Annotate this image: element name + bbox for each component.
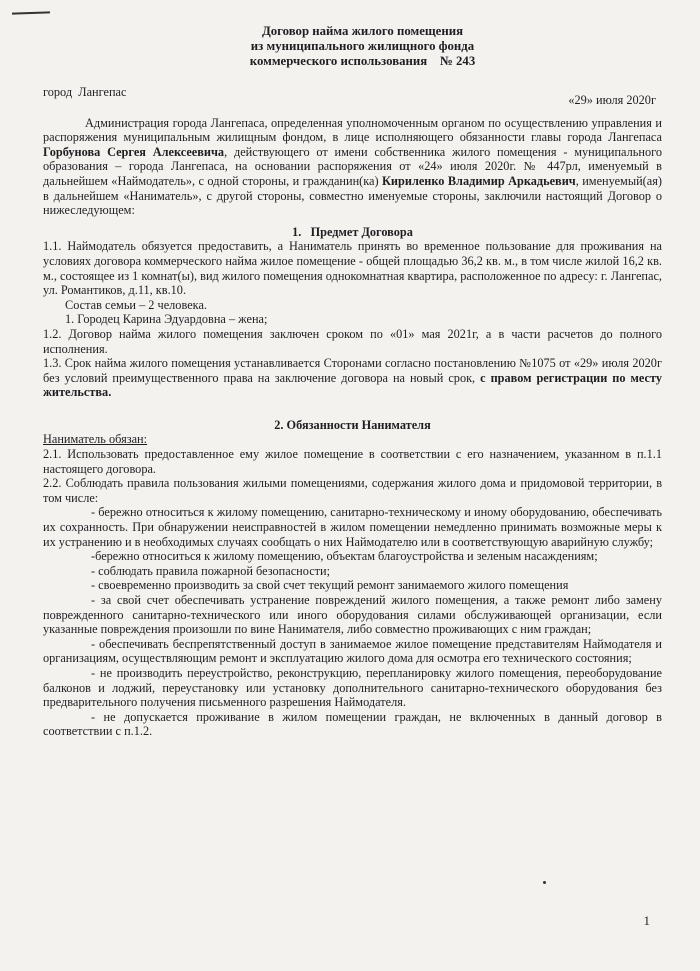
preamble-text-1: Администрация города Лангепаса, определенная уполномоченным органом по осуществлению управления и распоряжения муниципальным жилищным фондом, в лице исполняющего обязанности главы города Лангепаса: [43, 115, 662, 145]
duty-item: - соблюдать правила пожарной безопасности;: [91, 563, 331, 578]
duty-item: - за свой счет обеспечивать устранение повреждений жилого помещения, а также ремонт либо замену поврежденного санитарно-технического или иного оборудования силами обслуживающей организации, если указанные повреждения произошли по вине Нанимателя, либо совместно проживающих с ним граждан;: [43, 593, 662, 637]
clause-1-2: 1.2. Договор найма жилого помещения заключен сроком по «01» мая 2021г, а в части расчетов до полного исполнения.: [43, 326, 662, 356]
head-name: Горбунова Сергея Алексеевича: [43, 144, 225, 159]
header-line-2: из муниципального жилищного фонда: [250, 39, 475, 53]
clause-1-3-bold: с правом регистрации по месту жительства.: [43, 370, 662, 400]
tenant-name: Кириленко Владимир Аркадьевич: [382, 173, 576, 188]
header-line-3: коммерческого использования № 243: [249, 54, 476, 68]
page-number: 1: [643, 913, 650, 929]
section-2-intro: Наниматель обязан:: [43, 432, 148, 447]
section-1-title: 1. Предмет Договора: [292, 224, 413, 239]
scan-mark: [12, 11, 50, 14]
duty-item: - своевременно производить за свой счет текущий ремонт занимаемого жилого помещения: [91, 578, 569, 593]
duty-item: - обеспечивать беспрепятственный доступ в занимаемое жилое помещение представителям Наймодателя и организациям, осуществляющим ремонт и эксплуатацию жилого дома для осмотра его технического состояния;: [43, 636, 662, 666]
header-line-1: Договор найма жилого помещения: [261, 24, 464, 38]
family-composition: Состав семьи – 2 человека.: [65, 297, 207, 312]
contract-date: «29» июля 2020г: [568, 93, 656, 107]
preamble-text-3: , именуемый(ая) в дальнейшем «Наниматель», с другой стороны, совместно именуемые стороны, заключили настоящий Договор о нижеследующем:: [43, 173, 662, 218]
duty-item: - бережно относиться к жилому помещению, санитарно-техническому и иному оборудованию, обеспечивать их сохранность. При обнаружении неисправностей в жилом помещении немедленно принимать возможные меры к их устранению и в необходимых случаях сообщать о них Наймодателю или в соответствующую аварийную службу;: [43, 505, 662, 549]
duty-item: -бережно относиться к жилому помещению, объектам благоустройства и зеленым насаждениям;: [91, 549, 598, 564]
clause-1-3-text: 1.3. Срок найма жилого помещения устанавливается Сторонами согласно постановлению №1075 от «29» июля 2020г без условий преимущественного права на заключение договора на новый срок,: [43, 356, 662, 385]
clause-2-2: 2.2. Соблюдать правила пользования жилыми помещениями, содержания жилого дома и придомовой территории, в том числе:: [43, 476, 662, 505]
city-date-row: [43, 85, 662, 108]
preamble: [43, 116, 662, 218]
document-header: [63, 24, 662, 69]
section-2-title: 2. Обязанности Нанимателя: [274, 417, 431, 432]
family-member-1: 1. Городец Карина Эдуардовна – жена;: [65, 312, 268, 327]
clause-1-3: [43, 356, 662, 400]
city: город Лангепас: [43, 85, 127, 99]
duty-item: - не допускается проживание в жилом помещении граждан, не включенных в данный договор в соответствии с п.1.2.: [43, 709, 662, 739]
clause-2-1: 2.1. Использовать предоставленное ему жилое помещение в соответствии с его назначением, указанном в п.1.1 настоящего договора.: [43, 447, 662, 476]
ink-dot: [543, 881, 546, 884]
duty-item: - не производить переустройство, реконструкцию, перепланировку жилого помещения, переоборудование балконов и лоджий, переустановку или установку дополнительного санитарно-технического оборудования без предварительного получения письменного разрешения Наймодателя.: [43, 665, 662, 710]
clause-1-1: 1.1. Наймодатель обязуется предоставить, а Наниматель принять во временное пользование для проживания на условиях договора коммерческого найма жилое помещение - общей площадью 36,2 кв. м., в том числе жилой 16,2 кв. м., состоящее из 1 комнат(ы), вид жилого помещения однокомнатная квартира, расположенное по адресу: г. Лангепас, ул. Романтиков, д.11, кв.10.: [43, 239, 662, 298]
preamble-text-2: , действующего от имени собственника жилого помещения - муниципального образования – города Лангепаса, на основании распоряжения от «24» июля 2020г. № 447рл, именуемый в дальнейшем «Наймодатель», с одной стороны, и гражданин(ка): [43, 144, 662, 188]
